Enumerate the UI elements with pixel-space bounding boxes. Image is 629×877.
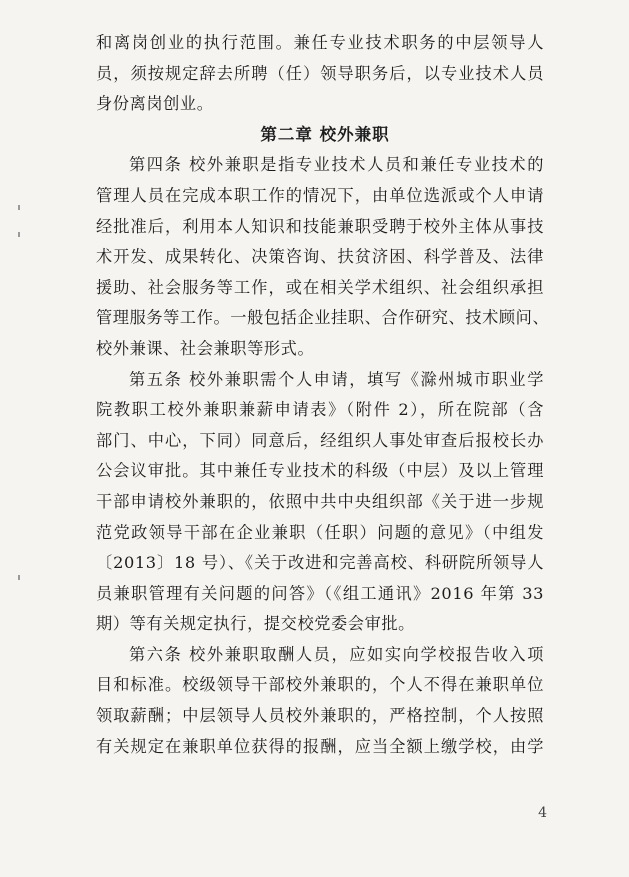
- article-4-line: 管理人员在完成本职工作的情况下，由单位选派或个人申请: [96, 185, 544, 205]
- article-6-line: 第六条 校外兼职取酬人员，应如实向学校报告收入项: [129, 644, 544, 664]
- article-5-line: 公会议审批。其中兼任专业技术的科级（中层）及以上管理: [96, 461, 544, 481]
- article-5-line: 部门、中心，下同）同意后，经组织人事处审查后报校长办: [96, 430, 544, 450]
- article-6-line: 领取薪酬；中层领导人员校外兼职的，严格控制，个人按照: [96, 706, 544, 726]
- article-5-line: 范党政领导干部在企业兼职（任职）问题的意见》（中组发: [96, 522, 544, 542]
- article-5-line: 院教职工校外兼职兼薪申请表》（附件 2），所在院部（含: [96, 400, 544, 420]
- article-4-line: 第四条 校外兼职是指专业技术人员和兼任专业技术的: [129, 155, 544, 175]
- article-5-line: 期）等有关规定执行，提交校党委会审批。: [96, 614, 415, 634]
- chapter-title: 第二章 校外兼职: [260, 124, 390, 144]
- text-line: 身份离岗创业。: [96, 94, 214, 114]
- page-number: 4: [538, 805, 547, 821]
- scan-mark: [18, 205, 20, 210]
- article-4-line: 援助、社会服务等工作，或在相关学术组织、社会组织承担: [96, 277, 544, 297]
- article-4-line: 术开发、成果转化、决策咨询、扶贫济困、科学普及、法律: [96, 247, 544, 267]
- article-4-line: 经批准后，利用本人知识和技能兼职受聘于校外主体从事技: [96, 216, 544, 236]
- article-5-line: 〔2013〕18 号）、《关于改进和完善高校、科研院所领导人: [96, 553, 544, 573]
- article-6-line: 目和标准。校级领导干部校外兼职的，个人不得在兼职单位: [96, 675, 544, 695]
- text-line: 和离岗创业的执行范围。兼任专业技术职务的中层领导人: [96, 33, 544, 52]
- article-5-line: 员兼职管理有关问题的问答》（《组工通讯》2016 年第 33: [96, 583, 544, 603]
- article-4-line: 校外兼课、社会兼职等形式。: [96, 338, 315, 358]
- article-5-line: 第五条 校外兼职需个人申请，填写《滁州城市职业学: [129, 369, 544, 389]
- article-6-line: 有关规定在兼职单位获得的报酬，应当全额上缴学校，由学: [96, 736, 544, 756]
- article-4-line: 管理服务等工作。一般包括企业挂职、合作研究、技术顾问、: [96, 308, 550, 328]
- article-5-line: 干部申请校外兼职的，依照中共中央组织部《关于进一步规: [96, 491, 544, 511]
- scan-mark: [18, 575, 20, 580]
- document-body: [96, 28, 550, 762]
- scan-mark: [18, 232, 20, 237]
- text-line: 员，须按规定辞去所聘（任）领导职务后，以专业技术人员: [96, 63, 544, 83]
